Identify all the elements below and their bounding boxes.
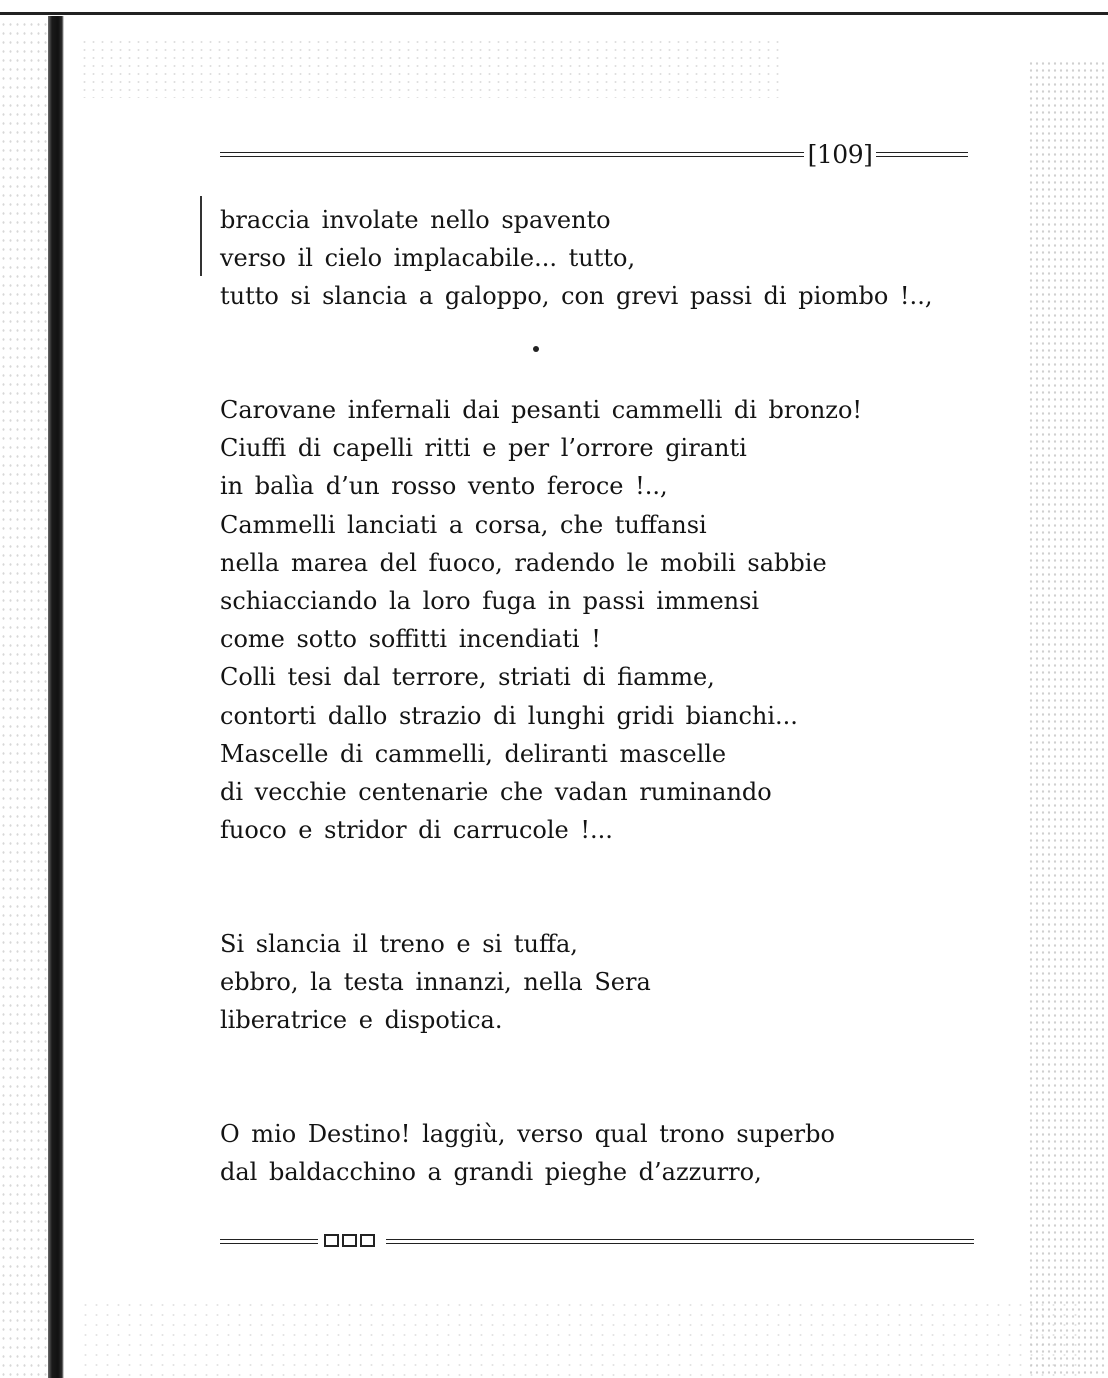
footer-rule-right xyxy=(386,1239,974,1244)
poem-line: Carovane infernali dai pesanti cammelli di bronzo! xyxy=(220,396,863,424)
ornament-box-icon xyxy=(342,1234,357,1247)
poem-line: Cammelli lanciati a corsa, che tuffansi xyxy=(220,510,707,539)
stanza-2 xyxy=(220,391,980,849)
poem-line: come sotto soffitti incendiati ! xyxy=(220,625,601,654)
stanza-1 xyxy=(220,201,980,316)
scan-noise-right xyxy=(1028,60,1108,1378)
poem-line: dal baldacchino a grandi pieghe d’azzurro, xyxy=(220,1158,762,1187)
poem-line: ebbro, la testa innanzi, nella Sera xyxy=(220,968,651,997)
page-top-edge xyxy=(0,12,1108,18)
poem-line: contorti dallo strazio di lunghi gridi bianchi... xyxy=(220,701,798,730)
header-rule-left xyxy=(220,152,804,157)
poem-line: verso il cielo implacabile... tutto, xyxy=(220,244,636,273)
poem-line: tutto si slancia a galoppo, con grevi passi di piombo !.., xyxy=(220,282,933,311)
page-number: [109] xyxy=(807,140,873,169)
poem-line: liberatrice e dispotica. xyxy=(220,1006,503,1035)
scan-noise-top xyxy=(80,38,780,98)
poem-line: in balìa d’un rosso vento feroce !.., xyxy=(220,472,668,501)
poem-line: Ciuffi di capelli ritti e per l’orrore giranti xyxy=(220,434,747,463)
ornament-box-icon xyxy=(360,1234,375,1247)
header-rule-right xyxy=(876,152,968,157)
scan-noise-left xyxy=(0,20,48,1378)
stanza-separator-dot xyxy=(533,346,539,352)
ornament-box-icon xyxy=(324,1234,339,1247)
poem-line: O mio Destino! laggiù, verso qual trono superbo xyxy=(220,1120,835,1148)
poem-line: nella marea del fuoco, radendo le mobili sabbie xyxy=(220,548,827,577)
stanza-3 xyxy=(220,925,980,1040)
poem-line: braccia involate nello spavento xyxy=(220,206,611,234)
poem-line: fuoco e stridor di carrucole !... xyxy=(220,816,613,845)
poem-line: Si slancia il treno e si tuffa, xyxy=(220,930,578,958)
stanza-4 xyxy=(220,1115,980,1191)
footer-rule-left xyxy=(220,1239,318,1244)
poem-line: schiacciando la loro fuga in passi immensi xyxy=(220,586,760,615)
poem-line: Colli tesi dal terrore, striati di fiamme, xyxy=(220,663,715,692)
margin-mark xyxy=(200,196,202,276)
page-footer xyxy=(220,1228,974,1258)
scan-noise-bottom xyxy=(80,1300,1080,1378)
page-header xyxy=(220,140,968,170)
footer-ornament xyxy=(324,1234,375,1250)
poem-line: Mascelle di cammelli, deliranti mascelle xyxy=(220,739,727,768)
poem-line: di vecchie centenarie che vadan ruminando xyxy=(220,777,772,806)
book-binding-shadow xyxy=(48,16,64,1378)
